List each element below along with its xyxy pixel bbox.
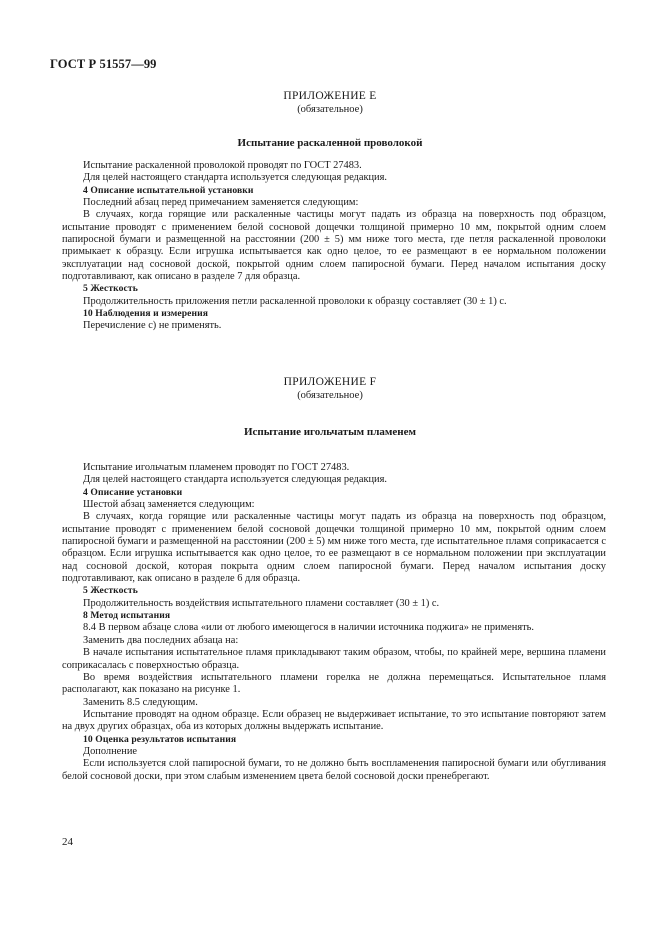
paragraph: Дополнение bbox=[83, 745, 137, 757]
annex-f-title: ПРИЛОЖЕНИЕ F bbox=[283, 376, 377, 388]
section-heading: 4 Описание установки bbox=[83, 486, 183, 498]
paragraph: Продолжительность приложения петли раскаленной проволоки к образцу составляет (30 ± 1) с. bbox=[83, 295, 507, 307]
paragraph: Перечисление с) не применять. bbox=[83, 320, 222, 332]
annex-e-title: ПРИЛОЖЕНИЕ Е bbox=[283, 90, 377, 102]
paragraph: Для целей настоящего стандарта используется следующая редакция. bbox=[83, 172, 387, 184]
annex-f-status: (обязательное) bbox=[297, 390, 363, 401]
page-number: 24 bbox=[62, 836, 73, 848]
paragraph: Испытание игольчатым пламенем проводят по ГОСТ 27483. bbox=[83, 462, 350, 473]
section-heading: 5 Жесткость bbox=[83, 585, 138, 597]
annex-e-title-block bbox=[80, 90, 580, 116]
paragraph: Заменить 8.5 следующим. bbox=[83, 696, 198, 708]
paragraph: Заменить два последних абзаца на: bbox=[83, 634, 239, 646]
section-heading: 8 Метод испытания bbox=[83, 610, 171, 622]
section-heading: 10 Наблюдения и измерения bbox=[83, 308, 209, 320]
paragraph: Продолжительность воздействия испытательного пламени составляет (30 ± 1) с. bbox=[83, 597, 440, 609]
paragraph: Для целей настоящего стандарта используется следующая редакция. bbox=[83, 474, 387, 486]
paragraph: Если используется слой папиросной бумаги, то не должно быть воспламенения папиросной бумаги или обугливания белой сосновой доски, при этом слабым изменением цвета белой сосновой доски пренебрегают. bbox=[62, 758, 606, 782]
section-heading: 5 Жесткость bbox=[83, 283, 138, 295]
annex-e-body bbox=[62, 160, 606, 333]
section-heading: 10 Оценка результатов испытания bbox=[83, 733, 237, 745]
paragraph: В случаях, когда горящие или раскаленные частицы могут падать из образца на поверхность под образцом, испытание проводят с применением белой сосновой дощечки толщиной примерно 10 мм, покрытой одним слоем папиросной бумаги и размещенной на расстоянии (200 ± 5) мм ниже того места, где петля раскаленной проволоки примыкает к образцу. Если игрушка испытывается как одно целое, то ее размещают в ее нормальном положении эксплуатации над сосновой доской, покрытой одним слоем папиросной бумаги. Перед началом испытания доску подготавливают, как описано в разделе 7 для образца. bbox=[62, 209, 606, 283]
paragraph: В начале испытания испытательное пламя прикладывают таким образом, чтобы, по крайней мере, вершина пламени соприкасалась с поверхностью образца. bbox=[62, 647, 606, 671]
annex-f-title-block bbox=[80, 376, 580, 402]
annex-e-status: (обязательное) bbox=[297, 104, 363, 115]
paragraph: Последний абзац перед примечанием заменяется следующим: bbox=[83, 197, 359, 209]
paragraph: 8.4 В первом абзаце слова «или от любого имеющегося в наличии источника поджига» не применять. bbox=[83, 622, 534, 634]
section-heading: 4 Описание испытательной установки bbox=[83, 184, 254, 196]
document-header: ГОСТ Р 51557—99 bbox=[50, 57, 157, 71]
paragraph: В случаях, когда горящие или раскаленные частицы могут падать из образца на поверхность под образцом, испытание проводят с применением белой сосновой дощечки толщиной примерно 10 мм, покрытой одним слоем папиросной бумаги и размещенной на расстоянии (200 ± 5) мм ниже того места, где испытательное пламя соприкасается с образцом. Если игрушка испытывается как одно целое, то ее размещают в се нормальном положении при эксплуатации над сосновой доской, которая покрыта одним слоем папиросной бумаги. Перед началом испытания доску подготавливают, как описано в разделе 6 для образца. bbox=[62, 511, 606, 585]
paragraph: Шестой абзац заменяется следующим: bbox=[83, 499, 255, 511]
annex-f-body bbox=[62, 462, 606, 783]
annex-e-heading: Испытание раскаленной проволокой bbox=[237, 137, 423, 149]
paragraph: Во время воздействия испытательного пламени горелка не должна перемещаться. Испытательное пламя располагают, как показано на рисунке 1. bbox=[62, 671, 606, 696]
paragraph: Испытание раскаленной проволокой проводят по ГОСТ 27483. bbox=[83, 160, 362, 171]
annex-f-heading: Испытание игольчатым пламенем bbox=[243, 426, 417, 438]
paragraph: Испытание проводят на одном образце. Если образец не выдерживает испытание, то это испытание повторяют затем на двух других образцах, оба из которых должны выдержать испытание. bbox=[62, 708, 606, 733]
